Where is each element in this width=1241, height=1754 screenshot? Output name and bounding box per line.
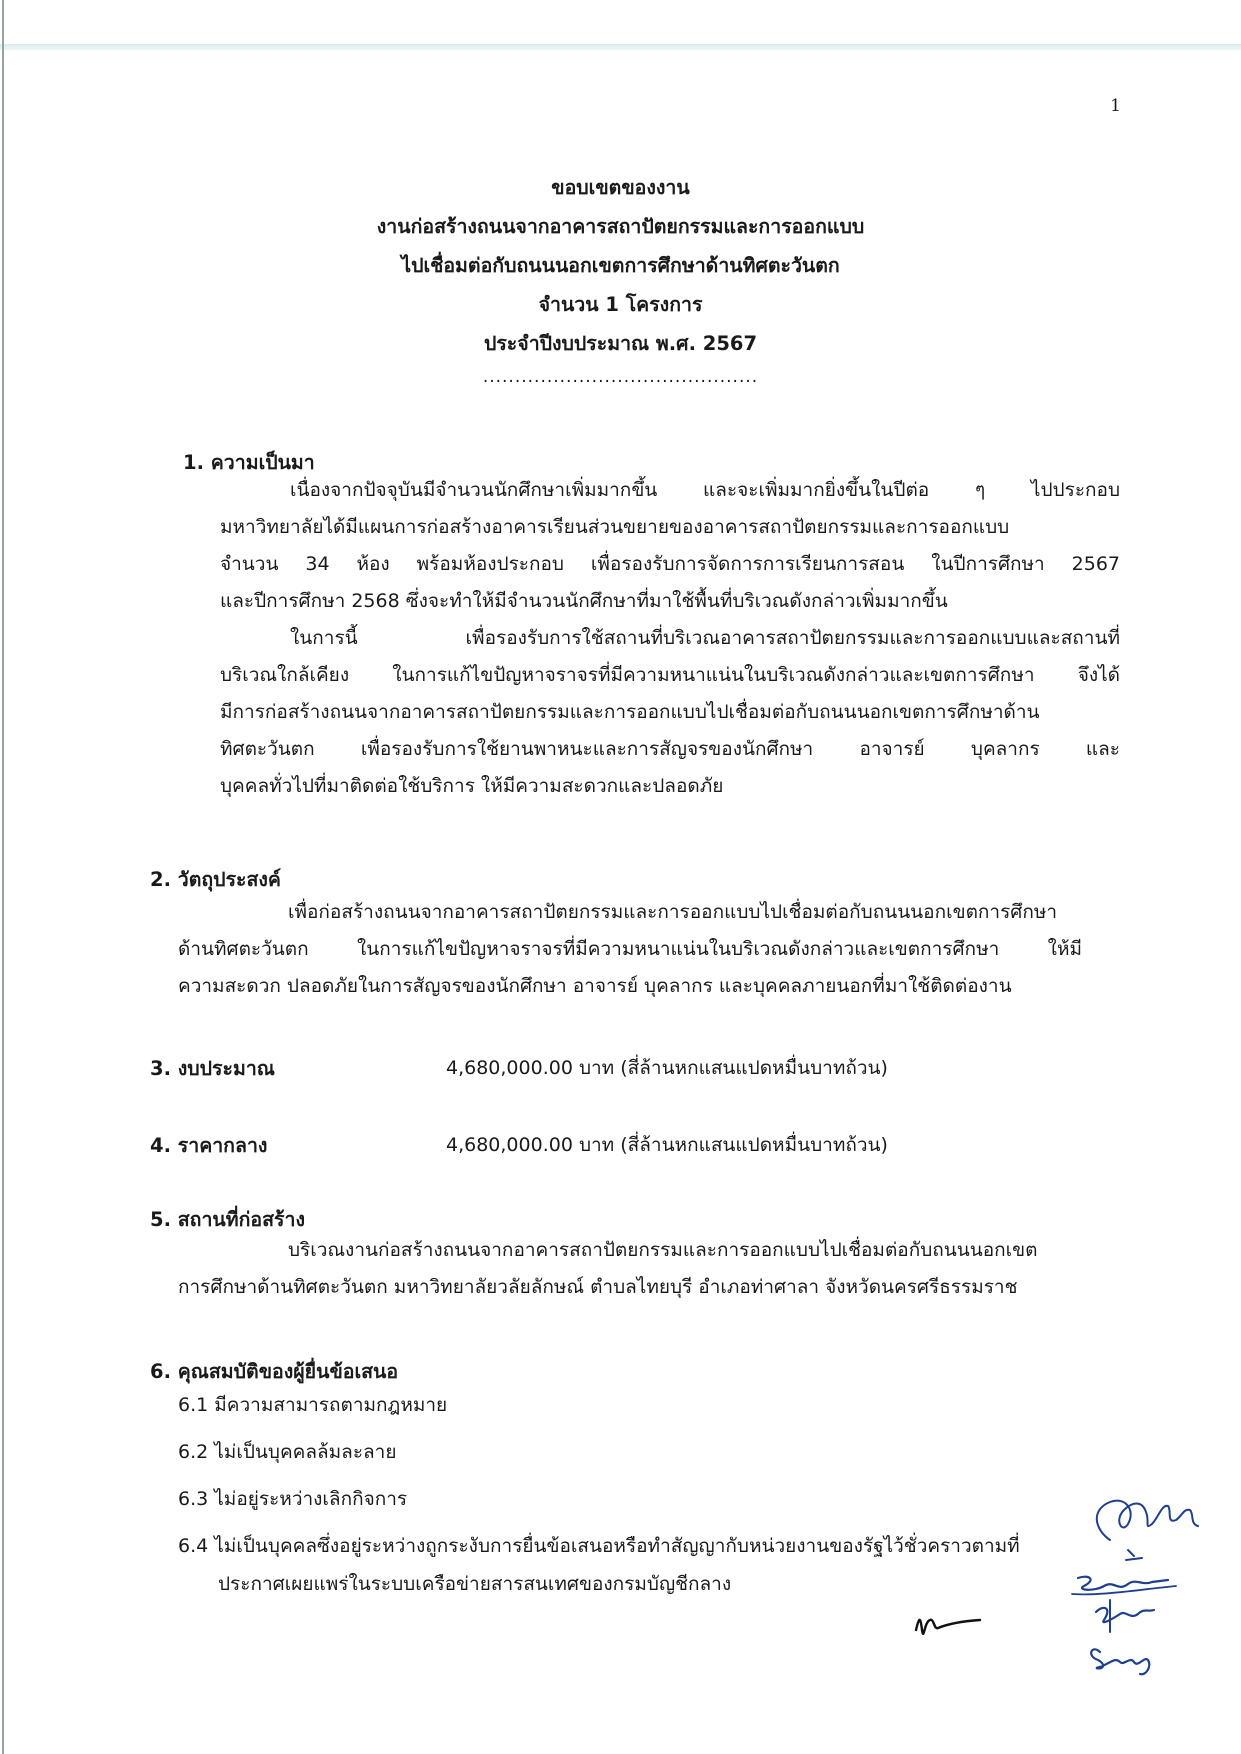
signature-black	[916, 1620, 980, 1634]
paragraph-line: การศึกษาด้านทิศตะวันตก มหาวิทยาลัยวลัยลักษณ์ ตำบลไทยบุรี อำเภอท่าศาลา จังหวัดนครศรีธรรมราช	[178, 1276, 1018, 1298]
document-title	[0, 168, 1241, 389]
paragraph-line: บุคคลทั่วไปที่มาติดต่อใช้บริการ ให้มีความสะดวกและปลอดภัย	[220, 775, 724, 797]
paragraph-line: เพื่อก่อสร้างถนนจากอาคารสถาปัตยกรรมและการออกแบบไปเชื่อมต่อกับถนนนอกเขตการศึกษา	[288, 901, 1058, 923]
qualification-item-continuation: ประกาศเผยแพร่ในระบบเครือข่ายสารสนเทศของกรมบัญชีกลาง	[218, 1573, 732, 1595]
signature-blue-4	[1091, 1649, 1149, 1674]
budget-value: 4,680,000.00 บาท (สี่ล้านหกแสนแปดหมื่นบาทถ้วน)	[446, 1057, 888, 1079]
paragraph-line: มีการก่อสร้างถนนจากอาคารสถาปัตยกรรมและการออกแบบไปเชื่อมต่อกับถนนนอกเขตการศึกษาด้าน	[220, 701, 1040, 723]
median-price-value: 4,680,000.00 บาท (สี่ล้านหกแสนแปดหมื่นบาทถ้วน)	[446, 1134, 888, 1156]
signature-blue-1-tail	[1126, 1550, 1142, 1560]
paragraph-line: และปีการศึกษา 2568 ซึ่งจะทำให้มีจำนวนนักศึกษาที่มาใช้พื้นที่บริเวณดังกล่าวเพิ่มมากขึ้น	[220, 590, 948, 612]
paragraph-line: บริเวณใกล้เคียง ในการแก้ไขปัญหาจราจรที่มีความหนาแน่นในบริเวณดังกล่าวและเขตการศึกษา จึงได้	[220, 664, 1120, 686]
section-2-heading: 2. วัตถุประสงค์	[150, 868, 281, 891]
qualification-item: 6.1 มีความสามารถตามกฎหมาย	[178, 1394, 448, 1416]
section-1-paragraph-1	[220, 472, 1120, 620]
qualification-item: 6.3 ไม่อยู่ระหว่างเลิกกิจการ	[178, 1488, 408, 1510]
paragraph-line: เนื่องจากปัจจุบันมีจำนวนนักศึกษาเพิ่มมากขึ้น และจะเพิ่มมากยิ่งขึ้นในปีต่อ ๆ ไปประกอบ	[290, 479, 1120, 501]
signature-blue-3	[1096, 1608, 1154, 1622]
title-separator: ...........................................	[482, 367, 759, 387]
paragraph-line: จำนวน 34 ห้อง พร้อมห้องประกอบ เพื่อรองรับการจัดการการเรียนการสอน ในปีการศึกษา 2567	[220, 553, 1120, 575]
paragraph-line: ด้านทิศตะวันตก ในการแก้ไขปัญหาจราจรที่มีความหนาแน่นในบริเวณดังกล่าวและเขตการศึกษา ให้มี	[178, 938, 1082, 960]
title-line: งานก่อสร้างถนนจากอาคารสถาปัตยกรรมและการออกแบบ	[376, 215, 865, 238]
qualification-item: 6.2 ไม่เป็นบุคคลล้มละลาย	[178, 1441, 397, 1463]
title-line: จำนวน 1 โครงการ	[538, 293, 703, 316]
section-2-paragraph	[178, 894, 1082, 1005]
page-number: 1	[1110, 96, 1121, 116]
paragraph-line: ทิศตะวันตก เพื่อรองรับการใช้ยานพาหนะและการสัญจรของนักศึกษา อาจารย์ บุคลากร และ	[220, 738, 1120, 760]
scan-edge-top	[0, 44, 1241, 50]
signatures	[900, 1480, 1240, 1754]
title-line: ไปเชื่อมต่อกับถนนนอกเขตการศึกษาด้านทิศตะวันตก	[401, 254, 840, 277]
title-line: ประจำปีงบประมาณ พ.ศ. 2567	[483, 332, 758, 355]
paragraph-line: ในการนี้ เพื่อรองรับการใช้สถานที่บริเวณอาคารสถาปัตยกรรมและการออกแบบและสถานที่	[290, 627, 1120, 649]
section-1-heading: 1. ความเป็นมา	[183, 451, 315, 474]
paragraph-line: บริเวณงานก่อสร้างถนนจากอาคารสถาปัตยกรรมและการออกแบบไปเชื่อมต่อกับถนนนอกเขต	[288, 1239, 1038, 1261]
title-line: ขอบเขตของงาน	[551, 176, 690, 199]
qualification-item: 6.4 ไม่เป็นบุคคลซึ่งอยู่ระหว่างถูกระงับการยื่นข้อเสนอหรือทำสัญญากับหน่วยงานของรัฐไว้ชั่วคราวตามที่	[178, 1535, 1020, 1557]
section-5-paragraph	[178, 1232, 1082, 1306]
signature-blue-1	[1097, 1501, 1198, 1540]
section-1-paragraph-2	[220, 620, 1120, 805]
section-5-heading: 5. สถานที่ก่อสร้าง	[150, 1208, 305, 1231]
paragraph-line: ความสะดวก ปลอดภัยในการสัญจรของนักศึกษา อาจารย์ บุคลากร และบุคคลภายนอกที่มาใช้ติดต่องาน	[178, 975, 1012, 997]
section-3-heading: 3. งบประมาณ	[150, 1057, 275, 1080]
paragraph-line: มหาวิทยาลัยได้มีแผนการก่อสร้างอาคารเรียนส่วนขยายของอาคารสถาปัตยกรรมและการออกแบบ	[220, 516, 1010, 538]
section-4-heading: 4. ราคากลาง	[150, 1134, 268, 1157]
section-6-heading: 6. คุณสมบัติของผู้ยื่นข้อเสนอ	[150, 1360, 399, 1383]
